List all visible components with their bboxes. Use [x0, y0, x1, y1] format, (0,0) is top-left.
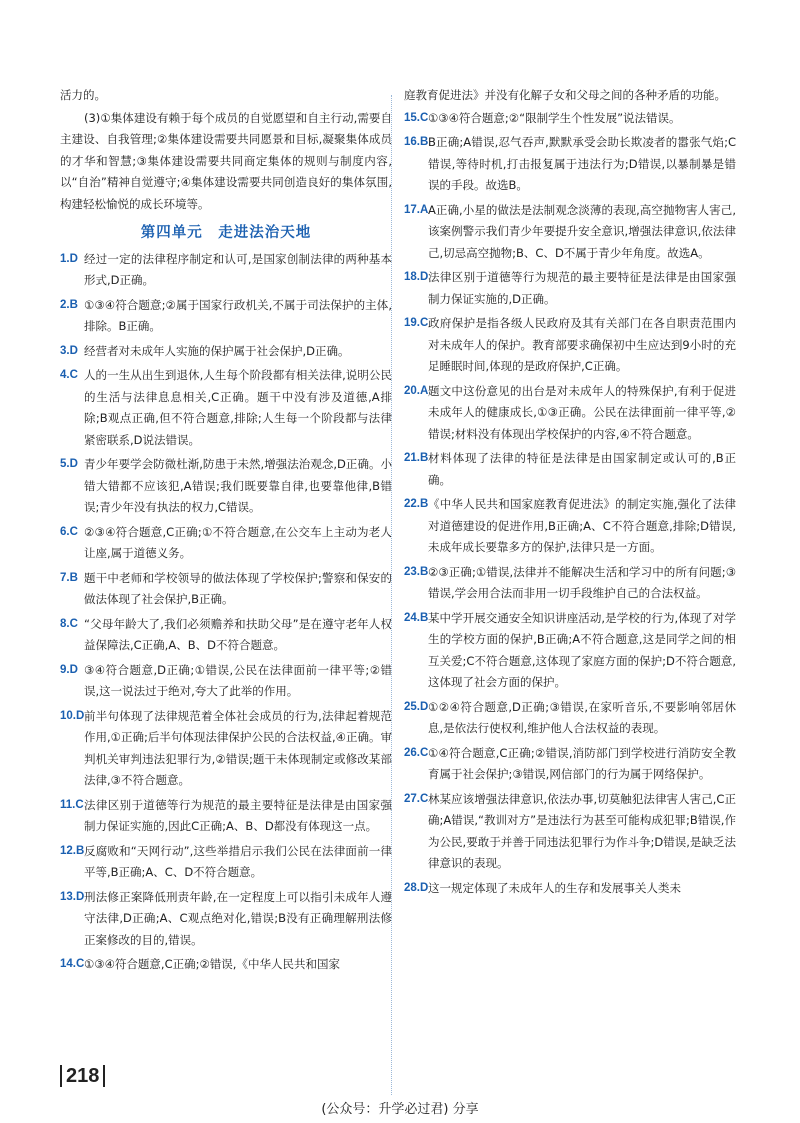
answer-number: 1.D — [60, 252, 78, 265]
answer-text: ②③正确;①错误,法律并不能解决生活和学习中的所有问题;③错误,学会用合法而非用一切手段维护自己的合法权益。 — [428, 564, 736, 600]
intro-paragraph: 活力的。 — [60, 88, 106, 102]
answer-entry — [404, 494, 736, 559]
answer-entry — [60, 841, 392, 884]
answer-text: 题干中老师和学校领导的做法体现了学校保护;警察和保安的做法体现了社会保护,B正确。 — [84, 570, 392, 606]
right-column — [404, 85, 736, 902]
answer-entry — [404, 267, 736, 310]
answer-number: 11.C — [60, 798, 84, 811]
answer-text: 刑法修正案降低刑责年龄,在一定程度上可以指引未成年人遵守法律,D正确;A、C观点绝对化,错误;B没有正确理解刑法修正案修改的目的,错误。 — [84, 889, 392, 947]
answer-number: 18.D — [404, 271, 429, 283]
answer-entry — [60, 887, 392, 952]
answer-text: ③④符合题意,D正确;①错误,公民在法律面前一律平等;②错误,这一说法过于绝对,夸大了此举的作用。 — [84, 662, 392, 698]
answer-entry — [404, 132, 736, 197]
answer-text: ①③④符合题意,C正确;②错误,《中华人民共和国家 — [84, 957, 340, 971]
answer-entry — [60, 954, 392, 976]
answer-text: 《中华人民共和国家庭教育促进法》的制定实施,强化了法律对道德建设的促进作用,B正确;A、C不符合题意,排除;D错误,未成年成长要靠多方的保护,法律只是一方面。 — [428, 497, 736, 554]
answer-text: 某中学开展交通安全知识讲座活动,是学校的行为,体现了对学生的学校方面的保护,B正确;A不符合题意,这是同学之间的相互关爱;C不符合题意,这体现了家庭方面的保护;D不符合题意,这体现了社会方面的保护。 — [428, 610, 736, 689]
answer-entry — [60, 795, 392, 838]
answer-number: 14.C — [60, 958, 85, 970]
answer-text: 法律区别于道德等行为规范的最主要特征是法律是由国家强制力保证实施的,因此C正确;A、B、D都没有体现这一点。 — [84, 797, 392, 833]
answer-entry — [60, 568, 392, 611]
answer-number: 5.D — [60, 458, 78, 470]
answer-number: 28.D — [404, 881, 429, 894]
answer-number: 2.B — [60, 298, 78, 311]
answer-entry — [60, 295, 392, 338]
answer-number: 9.D — [60, 663, 78, 676]
answer-text: 法律区别于道德等行为规范的最主要特征是法律是由国家强制力保证实施的,D正确。 — [428, 270, 736, 306]
answer-entry — [404, 608, 736, 694]
answer-entry — [404, 697, 736, 740]
answer-number: 6.C — [60, 525, 78, 538]
answer-entry — [404, 743, 736, 786]
answer-text: 经营者对未成年人实施的保护属于社会保护,D正确。 — [84, 343, 350, 358]
answer-text: 反腐败和“天网行动”,这些举措启示我们公民在法律面前一律平等,B正确;A、C、D不符合题意。 — [84, 843, 392, 879]
answer-number: 10.D — [60, 709, 85, 722]
answer-number: 12.B — [60, 844, 85, 857]
answer-number: 13.D — [60, 890, 85, 903]
answer-entry — [60, 454, 392, 519]
answer-text: 林某应该增强法律意识,依法办事,切莫触犯法律害人害己,C正确;A错误,“教训对方”是违法行为甚至可能构成犯罪;B错误,作为公民,要敢于并善于同违法犯罪行为作斗争;D错误,是缺乏法律意识的表现。 — [428, 791, 736, 870]
answer-text: 这一规定体现了未成年人的生存和发展事关人类未 — [428, 880, 681, 895]
answer-number: 8.C — [60, 617, 78, 630]
answer-entry — [60, 614, 392, 657]
answer-entry — [60, 341, 392, 363]
answer-entry — [60, 522, 392, 565]
continuation-paragraph: 庭教育促进法》并没有化解子女和父母之间的各种矛盾的功能。 — [404, 88, 726, 102]
answer-number: 3.D — [60, 344, 78, 357]
answer-text: 题文中这份意见的出台是对未成年人的特殊保护,有利于促进未成年人的健康成长,①③正确。公民在法律面前一律平等,②错误;材料没有体现出学校保护的内容,④不符合题意。 — [428, 383, 736, 441]
answer-number: 25.D — [404, 700, 429, 713]
answer-text: 青少年要学会防微杜渐,防患于未然,增强法治观念,D正确。小错大错都不应该犯,A错误;我们既要靠自律,也要靠他律,B错误;青少年没有执法的权力,C错误。 — [84, 457, 392, 514]
intro-paragraph: (3)①集体建设有赖于每个成员的自觉愿望和自主行动,需要自主建设、自我管理;②集体建设需要共同愿景和目标,凝聚集体成员的才华和智慧;③集体建设需要共同商定集体的规则与制度内容,以“自治”精神自觉遵守;④集体建设需要共同创造良好的集体氛围,构建轻松愉悦的成长环境等。 — [60, 110, 392, 211]
answer-entry — [60, 365, 392, 451]
answer-text: 前半句体现了法律规范着全体社会成员的行为,法律起着规范作用,①正确;后半句体现法律保护公民的合法权益,④正确。审判机关审判违法犯罪行为,②错误;题干未体现制定或修改某部法律,③不符合题意。 — [84, 708, 392, 787]
answer-text: 材料体现了法律的特征是法律是由国家制定或认可的,B正确。 — [428, 451, 736, 487]
right-entries — [404, 108, 736, 900]
page-number: 218 — [60, 1065, 105, 1087]
answer-number: 4.C — [60, 369, 78, 381]
answer-number: 27.C — [404, 792, 429, 805]
answer-entry — [404, 381, 736, 446]
answer-text: B正确;A错误,忍气吞声,默默承受会助长欺凌者的嚣张气焰;C错误,等待时机,打击报复属于违法行为;D错误,以暴制暴是错误的手段。故选B。 — [428, 135, 736, 192]
answer-entry — [404, 448, 736, 491]
answer-text: 政府保护是指各级人民政府及其有关部门在各自职责范围内对未成年人的保护。教育部要求确保初中生应达到9小时的充足睡眠时间,体现的是政府保护,C正确。 — [428, 316, 736, 373]
answer-entry — [404, 108, 736, 130]
answer-entry — [404, 200, 736, 265]
answer-number: 16.B — [404, 136, 429, 148]
answer-number: 7.B — [60, 571, 78, 584]
footer-credit: (公众号：升学必过君) 分享 — [321, 1102, 479, 1117]
answer-text: 人的一生从出生到退休,人生每个阶段都有相关法律,说明公民的生活与法律息息相关,C正确。题干中没有涉及道德,A排除;B观点正确,但不符合题意,排除;人生每一个阶段都与法律紧密联系,D说法错误。 — [84, 368, 392, 447]
answer-entry — [404, 878, 736, 900]
answer-entry — [60, 660, 392, 703]
answer-number: 17.A — [404, 203, 429, 216]
unit-title: 第四单元 走进法治天地 — [140, 225, 312, 241]
answer-number: 20.A — [404, 384, 429, 397]
answer-number: 15.C — [404, 111, 429, 124]
answer-text: 经过一定的法律程序制定和认可,是国家创制法律的两种基本形式,D正确。 — [84, 251, 392, 287]
answer-entry — [60, 249, 392, 292]
answer-text: ①③④符合题意;②属于国家行政机关,不属于司法保护的主体,排除。B正确。 — [84, 297, 392, 333]
answer-number: 19.C — [404, 317, 429, 329]
answer-number: 24.B — [404, 611, 429, 624]
answer-text: A正确,小星的做法是法制观念淡薄的表现,高空抛物害人害己,该案例警示我们青少年要提升安全意识,增强法律意识,依法律己,切忌高空抛物;B、C、D不属于青少年角度。故选A。 — [428, 202, 736, 260]
answer-number: 21.B — [404, 452, 429, 464]
answer-number: 26.C — [404, 746, 429, 759]
answer-number: 22.B — [404, 498, 429, 510]
answer-number: 23.B — [404, 565, 429, 578]
answer-text: ①③④符合题意;②“限制学生个性发展”说法错误。 — [428, 110, 681, 125]
left-column — [60, 85, 392, 979]
answer-entry — [404, 313, 736, 378]
answer-text: ①④符合题意,C正确;②错误,消防部门到学校进行消防安全教育属于社会保护;③错误,网信部门的行为属于网络保护。 — [428, 745, 736, 781]
answer-text: ②③④符合题意,C正确;①不符合题意,在公交车上主动为老人让座,属于道德义务。 — [84, 524, 392, 560]
answer-entry — [404, 789, 736, 875]
answer-text: ①②④符合题意,D正确;③错误,在家听音乐,不要影响邻居休息,是依法行使权利,维护他人合法权益的表现。 — [428, 699, 736, 735]
column-divider — [391, 95, 392, 1095]
left-entries — [60, 249, 392, 976]
answer-entry — [60, 706, 392, 792]
answer-text: “父母年龄大了,我们必须赡养和扶助父母”是在遵守老年人权益保障法,C正确,A、B、D不符合题意。 — [84, 616, 392, 652]
answer-entry — [404, 562, 736, 605]
